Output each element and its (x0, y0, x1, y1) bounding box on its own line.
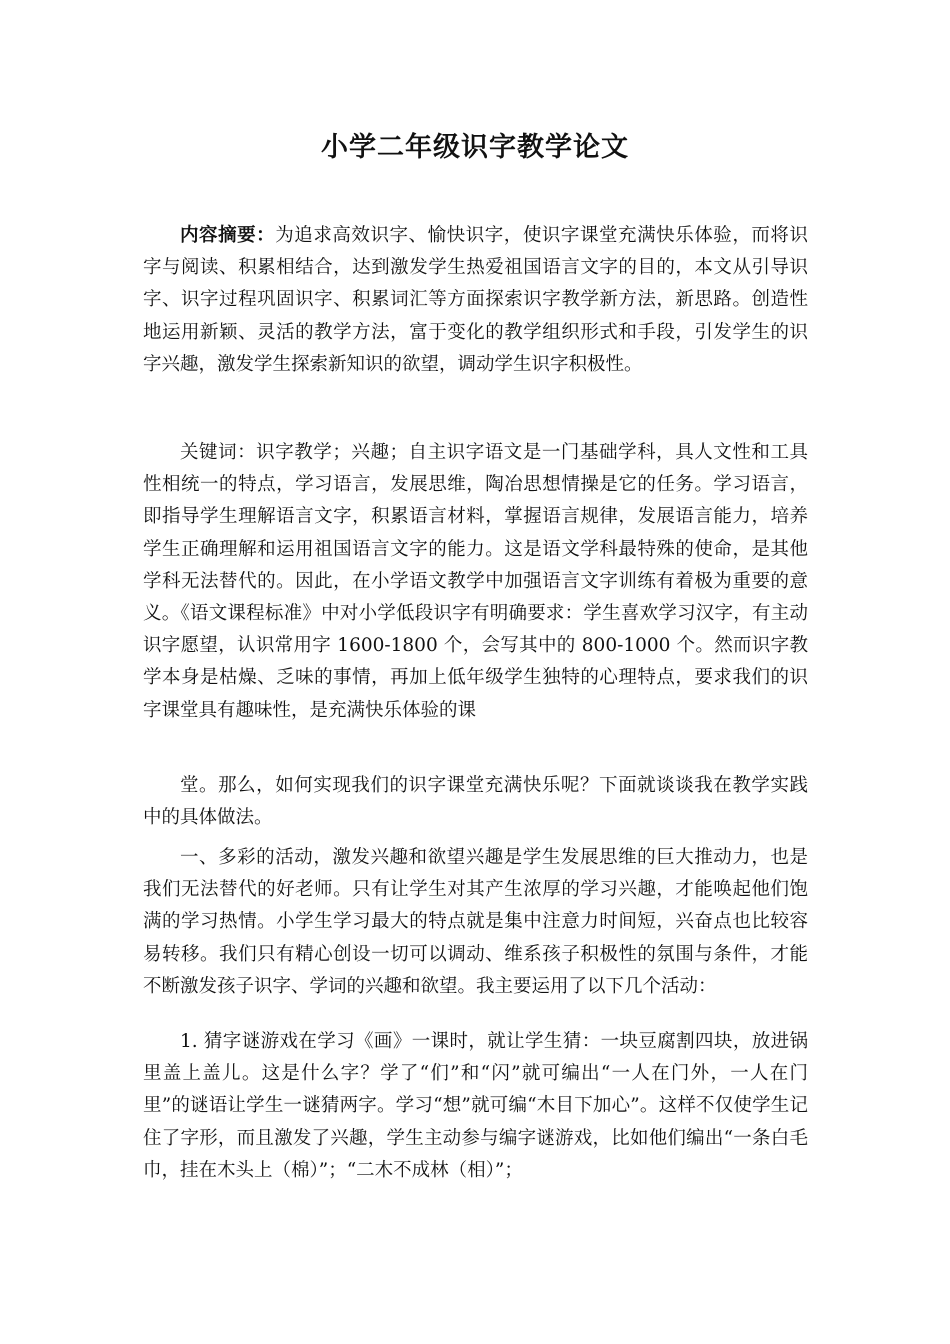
section-one-paragraph: 一、多彩的活动，激发兴趣和欲望兴趣是学生发展思维的巨大推动力，也是我们无法替代的好老师。只有让学生对其产生浓厚的学习兴趣，才能唤起他们饱满的学习热情。小学生学习最大的特点就是集中注意力时间短，兴奋点也比较容易转移。我们只有精心创设一切可以调动、维系孩子积极性的氛围与条件，才能不断激发孩子识字、学词的兴趣和欲望。我主要运用了以下几个活动： (143, 847, 808, 997)
riddle-game-paragraph: 1. 猜字谜游戏在学习《画》一课时，就让学生猜：一块豆腐割四块，放进锅里盖上盖儿。这是什么字？学了“们”和“闪”就可编出“一人在门外，一人在门里”的谜语让学生一谜猜两字。学习“想”就可编“木目下加心”。这样不仅使学生记住了字形，而且激发了兴趣，学生主动参与编字谜游戏，比如他们编出“一条白毛巾，挂在木头上（棉）”；“二木不成林（相）”； (143, 1031, 808, 1181)
document-title: 小学二年级识字教学论文 (321, 132, 629, 163)
abstract-text: 为追求高效识字、愉快识字，使识字课堂充满快乐体验，而将识字与阅读、积累相结合，达到激发学生热爱祖国语言文字的目的，本文从引导识字、识字过程巩固识字、积累词汇等方面探索识字教学新方法，新思路。创造性地运用新颖、灵活的教学方法，富于变化的教学组织形式和手段，引发学生的识字兴趣，激发学生探索新知识的欲望，调动学生识字积极性。 (143, 225, 808, 375)
body-paragraph: 堂。那么，如何实现我们的识字课堂充满快乐呢？下面就谈谈我在教学实践中的具体做法。 (143, 775, 808, 829)
abstract-label: 内容摘要： (180, 225, 276, 246)
keywords-paragraph: 关键词：识字教学；兴趣；自主识字语文是一门基础学科，具人文性和工具性相统一的特点，学习语言，发展思维，陶冶思想情操是它的任务。学习语言，即指导学生理解语言文字，积累语言材料，掌握语言规律，发展语言能力，培养学生正确理解和运用祖国语言文字的能力。这是语文学科最特殊的使命，是其他学科无法替代的。因此，在小学语文教学中加强语言文字训练有着极为重要的意义。《语文课程标准》中对小学低段识字有明确要求：学生喜欢学习汉字，有主动识字愿望，认识常用字 1600-1800 个，会写其中的 800-1000 个。然而识字教学本身是枯燥、乏味的事情，再加上低年级学生独特的心理特点，要求我们的识字课堂具有趣味性，是充满快乐体验的课 (143, 442, 808, 721)
abstract-paragraph (143, 220, 808, 381)
